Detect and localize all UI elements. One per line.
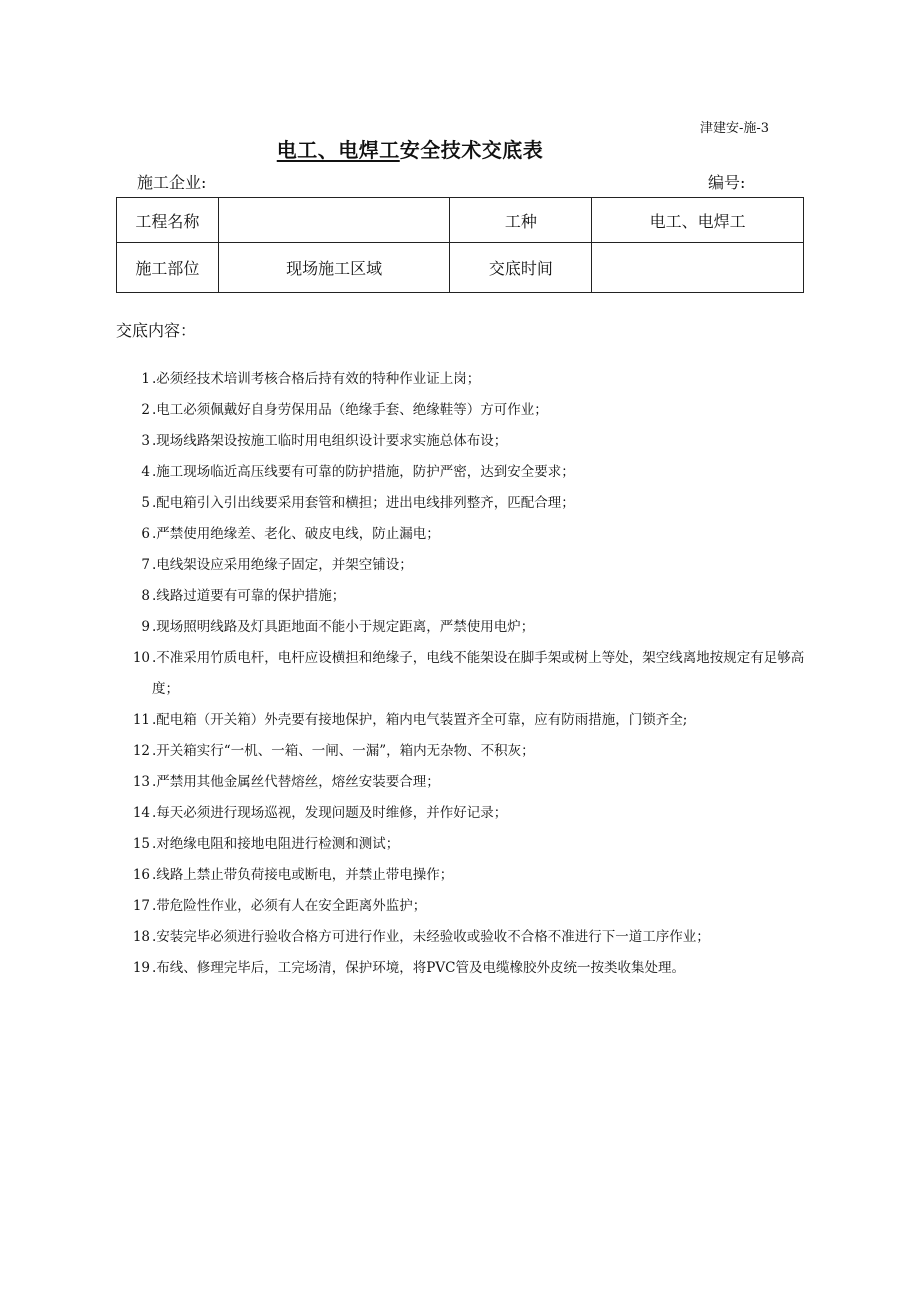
list-item-text: .现场线路架设按施工临时用电组织设计要求实施总体布设； bbox=[152, 433, 508, 449]
list-item-number: 2 bbox=[141, 402, 150, 418]
project-name-value bbox=[218, 198, 450, 243]
list-item-text: .线路过道要有可靠的保护措施； bbox=[152, 588, 346, 604]
list-item-text: .带危险性作业，必须有人在安全距离外监护； bbox=[152, 898, 427, 914]
list-item bbox=[122, 550, 822, 581]
list-item bbox=[122, 457, 822, 488]
list-item bbox=[122, 426, 822, 457]
briefing-time-value bbox=[592, 243, 804, 293]
list-item bbox=[122, 395, 822, 426]
list-item-number: 5 bbox=[141, 495, 150, 511]
list-item bbox=[122, 860, 822, 891]
list-item-number: 7 bbox=[141, 557, 150, 573]
list-item-number: 6 bbox=[141, 526, 150, 542]
title-underlined-part: 电工、电焊工 bbox=[276, 138, 400, 162]
list-item-number: 4 bbox=[141, 464, 150, 480]
list-item-text: .线路上禁止带负荷接电或断电，并禁止带电操作； bbox=[152, 867, 454, 883]
list-item-text: .布线、修理完毕后，工完场清，保护环境，将PVC管及电缆橡胶外皮统一按类收集处理。 bbox=[152, 960, 685, 976]
list-item-text: .现场照明线路及灯具距地面不能小于规定距离，严禁使用电炉； bbox=[152, 619, 535, 635]
list-item-number: 10 bbox=[132, 650, 150, 666]
briefing-time-label: 交底时间 bbox=[450, 243, 592, 293]
list-item-number: 9 bbox=[141, 619, 150, 635]
list-item-text: .开关箱实行“一机、一箱、一闸、一漏”，箱内无杂物、不积灰； bbox=[152, 743, 535, 759]
briefing-items-list bbox=[122, 364, 822, 984]
number-label: 编号: bbox=[708, 173, 746, 192]
list-item-text: .电工必须佩戴好自身劳保用品（绝缘手套、绝缘鞋等）方可作业； bbox=[152, 402, 548, 418]
list-item bbox=[122, 643, 822, 705]
list-item-number: 11 bbox=[132, 712, 150, 728]
list-item-text: .安装完毕必须进行验收合格方可进行作业，未经验收或验收不合格不准进行下一道工序作业； bbox=[152, 929, 710, 945]
project-name-label: 工程名称 bbox=[117, 198, 219, 243]
list-item bbox=[122, 829, 822, 860]
list-item bbox=[122, 612, 822, 643]
page-title bbox=[0, 134, 820, 163]
list-item-number: 3 bbox=[141, 433, 150, 449]
list-item bbox=[122, 736, 822, 767]
list-item bbox=[122, 891, 822, 922]
list-item-number: 12 bbox=[132, 743, 150, 759]
work-type-value: 电工、电焊工 bbox=[592, 198, 804, 243]
list-item bbox=[122, 767, 822, 798]
list-item-number: 13 bbox=[132, 774, 150, 790]
document-code: 津建安-施-3 bbox=[700, 121, 770, 136]
list-item-text: .严禁使用绝缘差、老化、破皮电线，防止漏电； bbox=[152, 526, 440, 542]
list-item-number: 18 bbox=[132, 929, 150, 945]
list-item bbox=[122, 364, 822, 395]
list-item-text: .电线架设应采用绝缘子固定，并架空铺设； bbox=[152, 557, 413, 573]
list-item-text: .严禁用其他金属丝代替熔丝，熔丝安装要合理； bbox=[152, 774, 440, 790]
content-label: 交底内容： bbox=[116, 321, 197, 340]
list-item-text: .施工现场临近高压线要有可靠的防护措施，防护严密，达到安全要求； bbox=[152, 464, 575, 480]
list-item-text: .每天必须进行现场巡视，发现问题及时维修，并作好记录； bbox=[152, 805, 508, 821]
list-item-text: .必须经技术培训考核合格后持有效的特种作业证上岗； bbox=[152, 371, 481, 387]
list-item bbox=[122, 488, 822, 519]
list-item-text: .配电箱（开关箱）外壳要有接地保护，箱内电气装置齐全可靠，应有防雨措施，门锁齐全; bbox=[152, 712, 688, 728]
list-item bbox=[122, 953, 822, 984]
list-item-number: 19 bbox=[132, 960, 150, 976]
company-label: 施工企业: bbox=[137, 173, 207, 192]
list-item-text: .对绝缘电阻和接地电阻进行检测和测试； bbox=[152, 836, 400, 852]
list-item bbox=[122, 798, 822, 829]
list-item-text: .不准采用竹质电杆，电杆应设横担和绝缘子，电线不能架设在脚手架或树上等处，架空线离地按规定有足够高度； bbox=[152, 650, 805, 697]
construction-site-label: 施工部位 bbox=[117, 243, 219, 293]
list-item-number: 16 bbox=[132, 867, 150, 883]
list-item-number: 15 bbox=[132, 836, 150, 852]
info-table bbox=[116, 197, 804, 293]
list-item-number: 17 bbox=[132, 898, 150, 914]
work-type-label: 工种 bbox=[450, 198, 592, 243]
list-item bbox=[122, 705, 822, 736]
list-item bbox=[122, 922, 822, 953]
list-item-number: 1 bbox=[141, 371, 150, 387]
list-item bbox=[122, 581, 822, 612]
title-rest: 安全技术交底表 bbox=[399, 138, 544, 162]
table-row bbox=[117, 198, 804, 243]
list-item bbox=[122, 519, 822, 550]
list-item-number: 8 bbox=[141, 588, 150, 604]
table-row bbox=[117, 243, 804, 293]
list-item-number: 14 bbox=[132, 805, 150, 821]
list-item-text: .配电箱引入引出线要采用套管和横担；进出电线排列整齐，匹配合理； bbox=[152, 495, 575, 511]
construction-site-value: 现场施工区域 bbox=[218, 243, 450, 293]
